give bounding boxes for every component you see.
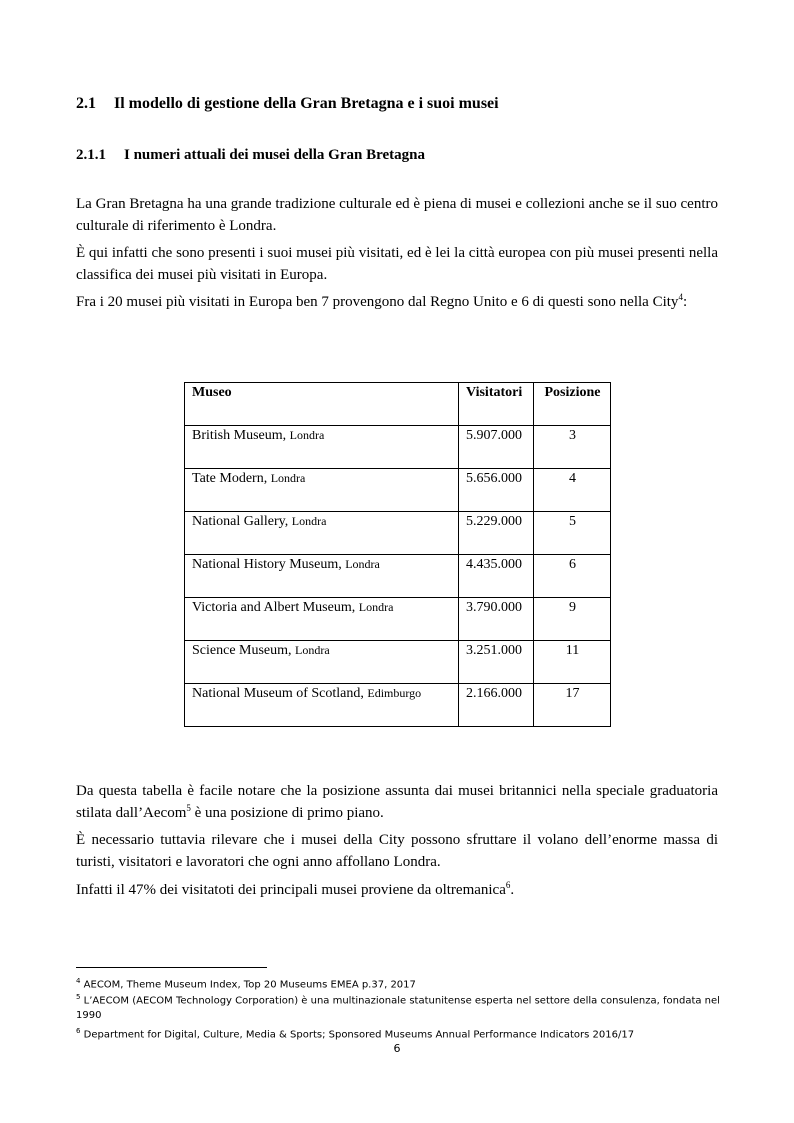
- position-cell: 3: [534, 426, 611, 469]
- footnote-ref: 5: [186, 803, 191, 813]
- city-label: Londra: [295, 643, 330, 657]
- position-cell: 17: [534, 684, 611, 727]
- paragraph-5: È necessario tuttavia rilevare che i musei della City possono sfruttare il volano dell’enorme massa di turisti, visitatori e lavoratori che ogni anno affollano Londra.: [76, 832, 718, 870]
- table-row: [185, 426, 611, 469]
- paragraph-4: Da questa tabella è facile notare che la posizione assunta dai musei britannici nella speciale graduatoria stilata dall’Aecom$^5$ è una posizione di primo piano.: [76, 783, 718, 821]
- footnote-ref: 6: [505, 880, 511, 890]
- city-label: Edimburgo: [367, 686, 422, 700]
- museum-cell: British Museum, Londra: [185, 426, 459, 469]
- city-label: Londra: [358, 600, 394, 614]
- table-header-row: [185, 383, 611, 426]
- paragraph-3: Fra i 20 musei più visitati in Europa ben 7 provengono dal Regno Unito e 6 di questi sono nella City$^4$:: [76, 292, 688, 310]
- visitors-cell: 5.656.000: [459, 469, 534, 512]
- visitors-cell: 5.229.000: [459, 512, 534, 555]
- column-header-visitors: Visitatori: [459, 383, 534, 426]
- position-cell: 11: [534, 641, 611, 684]
- city-label: Londra: [345, 557, 380, 571]
- footnote-ref: 4: [678, 292, 683, 302]
- city-label: Londra: [270, 471, 306, 485]
- museum-cell: National Gallery, Londra: [185, 512, 459, 555]
- museum-cell: National Museum of Scotland, Edimburgo: [185, 684, 459, 727]
- subsection-heading: [76, 147, 425, 164]
- position-cell: 4: [534, 469, 611, 512]
- visitors-cell: 4.435.000: [459, 555, 534, 598]
- table-row: [185, 512, 611, 555]
- table-row: [185, 555, 611, 598]
- column-header-museum: Museo: [185, 383, 459, 426]
- subsection-number: 2.1.1: [76, 147, 106, 163]
- page-number: 6: [393, 1042, 401, 1055]
- city-label: Londra: [289, 428, 325, 442]
- section-number: 2.1: [76, 95, 96, 112]
- footnote-separator: [76, 967, 267, 968]
- section-heading: [76, 95, 499, 113]
- visitors-cell: 3.790.000: [459, 598, 534, 641]
- table-row: [185, 684, 611, 727]
- museum-cell: Victoria and Albert Museum, Londra: [185, 598, 459, 641]
- paragraph-6: Infatti il 47% dei visitatoti dei principali musei proviene da oltremanica$^6$.: [76, 880, 515, 898]
- paragraph-1: La Gran Bretagna ha una grande tradizione culturale ed è piena di musei e collezioni anche se il suo centro culturale di riferimento è Londra.: [76, 196, 718, 234]
- museums-table: [184, 382, 611, 727]
- visitors-cell: 3.251.000: [459, 641, 534, 684]
- visitors-cell: 2.166.000: [459, 684, 534, 727]
- table-row: [185, 469, 611, 512]
- museum-cell: National History Museum, Londra: [185, 555, 459, 598]
- visitors-cell: 5.907.000: [459, 426, 534, 469]
- city-label: Londra: [291, 514, 327, 528]
- museum-cell: Science Museum, Londra: [185, 641, 459, 684]
- position-cell: 9: [534, 598, 611, 641]
- position-cell: 5: [534, 512, 611, 555]
- section-title: Il modello di gestione della Gran Bretagna e i suoi musei: [114, 95, 499, 112]
- subsection-title: I numeri attuali dei musei della Gran Bretagna: [124, 147, 425, 163]
- footnote-5: $^5$ L’AECOM (AECOM Technology Corporation) è una multinazionale statunitense esperta nel settore della consulenza, fondata nel 1990: [76, 993, 720, 1022]
- museum-cell: Tate Modern, Londra: [185, 469, 459, 512]
- table-row: [185, 641, 611, 684]
- column-header-position: Posizione: [534, 383, 611, 426]
- paragraph-2: È qui infatti che sono presenti i suoi musei più visitati, ed è lei la città europea con più musei presenti nella classifica dei musei più visitati in Europa.: [76, 245, 718, 283]
- footnote-4: $^4$ AECOM, Theme Museum Index, Top 20 Museums EMEA p.37, 2017: [76, 977, 416, 991]
- table-row: [185, 598, 611, 641]
- footnote-6: $^6$ Department for Digital, Culture, Media & Sports; Sponsored Museums Annual Performance Indicators 2016/17: [76, 1027, 635, 1041]
- position-cell: 6: [534, 555, 611, 598]
